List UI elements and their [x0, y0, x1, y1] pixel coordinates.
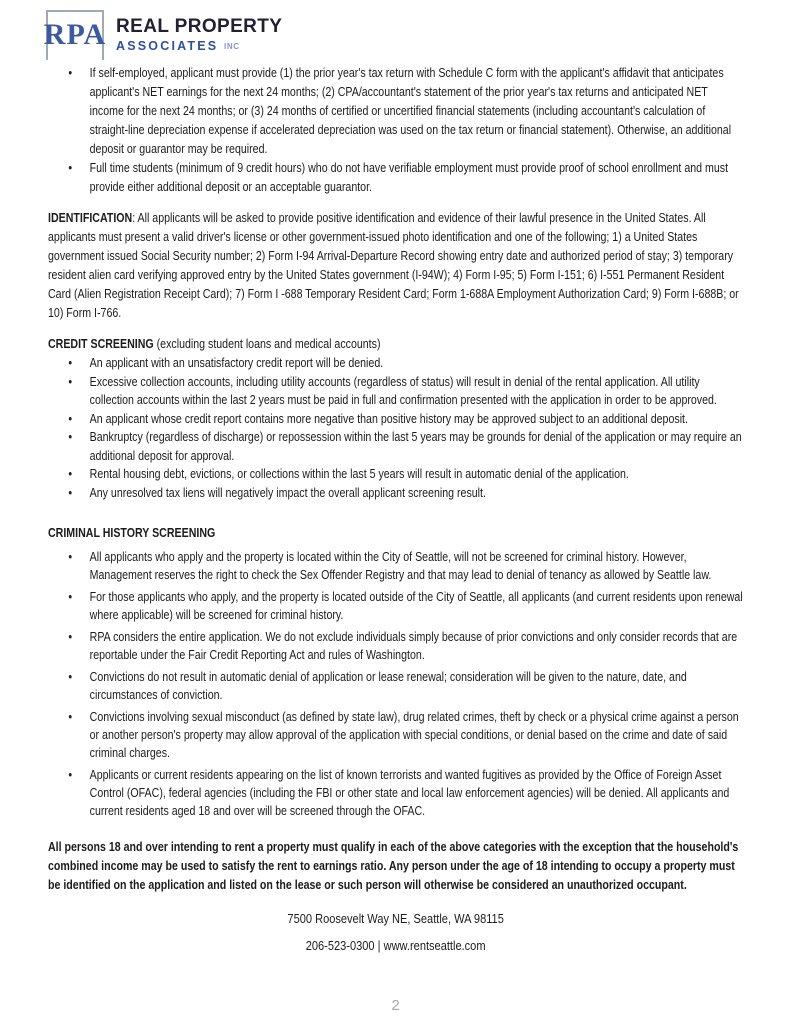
page-number: 2 — [391, 997, 400, 1014]
logo-inc-suffix: INC — [224, 42, 240, 52]
closing-paragraph: All persons 18 and over intending to rent a property must qualify in each of the above categories with the exception that the household's combined income may be used to satisfy the rent to earnings ratio. Any person under the age of 18 intending to occupy a property must be identified on the application and listed on the lease or such person will otherwise be considered an unauthorized occupant. — [48, 840, 739, 892]
bullet-item: • Excessive collection accounts, including utility accounts (regardless of status) will result in denial of the rental application. All utility collection accounts within the last 2 years must be paid in full and confirmation presented with the application in order to be approved. — [48, 373, 743, 410]
credit-screening-heading — [48, 335, 743, 354]
credit-screening-section — [48, 335, 743, 502]
document-body — [48, 64, 791, 955]
credit-heading-note: (excluding student loans and medical accounts) — [153, 337, 381, 351]
criminal-bullet-list — [48, 548, 743, 820]
bullet-item: • An applicant with an unsatisfactory credit report will be denied. — [48, 354, 743, 373]
credit-heading-label: CREDIT SCREENING — [48, 337, 154, 351]
footer-separator: | — [374, 938, 384, 953]
logo-associates: ASSOCIATES — [116, 39, 219, 54]
intro-bullet-list — [48, 64, 743, 197]
logo-name-line2 — [116, 40, 282, 53]
rpa-monogram-icon: RPA — [46, 10, 104, 60]
footer-address: 7500 Roosevelt Way NE, Seattle, WA 98115 — [287, 911, 504, 926]
bullet-item: • If self-employed, applicant must provide (1) the prior year's tax return with Schedule C form with the applicant's affidavit that anticipates applicant's NET earnings for the next 24 months; (2) CPA/accountant's statement of the prior year's tax returns and anticipated NET income for the next 24 months; or (3) 24 months of certified or uncertified financial statements (including accountant's calculation of straight-line depreciation expense if accelerated depreciation was used on the tax return or financial statement). Otherwise, an additional deposit or guarantor may be required. — [48, 64, 743, 159]
bullet-item: • Applicants or current residents appearing on the list of known terrorists and wanted fugitives as provided by the Office of Foreign Asset Control (OFAC), federal agencies (including the FBI or other state and local law enforcement agencies) will be denied. All applicants and current residents aged 18 and over will be screened through the OFAC. — [48, 766, 743, 820]
criminal-history-section — [48, 524, 743, 820]
identification-text: : All applicants will be asked to provide positive identification and evidence of their lawful presence in the United States. All applicants must present a valid driver's license or other government-issued photo identification and one of the following; 1) a United States government issued Social Security number; 2) Form I-94 Arrival-Departure Record showing entry date and authorized period of stay; 3) temporary resident alien card verifying approved entry by the United States government (I-94W); 4) Form I-95; 5) Form I-151; 6) I-551 Permanent Resident Card (Alien Registration Receipt Card); 7) Form I -688 Temporary Resident Card; Form 1-688A Employment Authorization Card; 9) Form I-688B; or 10) Form I-766. — [48, 211, 739, 320]
bullet-item: • Convictions involving sexual misconduct (as defined by state law), drug related crimes, theft by check or a physical crime against a person or another person's property may allow approval of the application with special conditions, or denial based on the crime and date of said criminal charges. — [48, 708, 743, 762]
bullet-item: • Convictions do not result in automatic denial of application or lease renewal; consideration will be given to the nature, date, and circumstances of conviction. — [48, 668, 743, 704]
bullet-item: • Any unresolved tax liens will negatively impact the overall applicant screening result. — [48, 484, 743, 503]
page-footer — [48, 909, 743, 955]
bullet-item: • Full time students (minimum of 9 credit hours) who do not have verifiable employment must provide proof of school enrollment and must provide either additional deposit or an acceptable guarantor. — [48, 159, 743, 197]
footer-phone: 206-523-0300 — [305, 938, 375, 953]
criminal-history-heading: CRIMINAL HISTORY SCREENING — [48, 526, 216, 540]
identification-paragraph — [48, 209, 743, 323]
credit-bullet-list — [48, 354, 743, 502]
bullet-item: • RPA considers the entire application. We do not exclude individuals simply because of prior convictions and only consider records that are reportable under the Fair Credit Reporting Act and rules of Washington. — [48, 628, 743, 664]
footer-website: www.rentseattle.com — [383, 938, 486, 953]
bullet-item: • All applicants who apply and the property is located within the City of Seattle, will not be screened for criminal history. However, Management reserves the right to check the Sex Offender Registry and that may lead to denial of tenancy as allowed by Seattle law. — [48, 548, 743, 584]
footer-contact-line — [48, 936, 743, 955]
identification-label: IDENTIFICATION — [48, 211, 133, 225]
logo-name-line1: REAL PROPERTY — [116, 16, 283, 38]
bullet-item: • Bankruptcy (regardless of discharge) or repossession within the last 5 years may be grounds for denial of the application or may require an additional deposit for approval. — [48, 428, 743, 465]
bullet-item: • Rental housing debt, evictions, or collections within the last 5 years will result in automatic denial of the application. — [48, 465, 743, 484]
bullet-item: • An applicant whose credit report contains more negative than positive history may be approved subject to an additional deposit. — [48, 410, 743, 429]
bullet-item: • For those applicants who apply, and the property is located outside of the City of Seattle, all applicants (and current residents upon renewal where applicable) will be screened for criminal history. — [48, 588, 743, 624]
logo-name — [116, 17, 282, 53]
company-logo — [43, 10, 283, 60]
